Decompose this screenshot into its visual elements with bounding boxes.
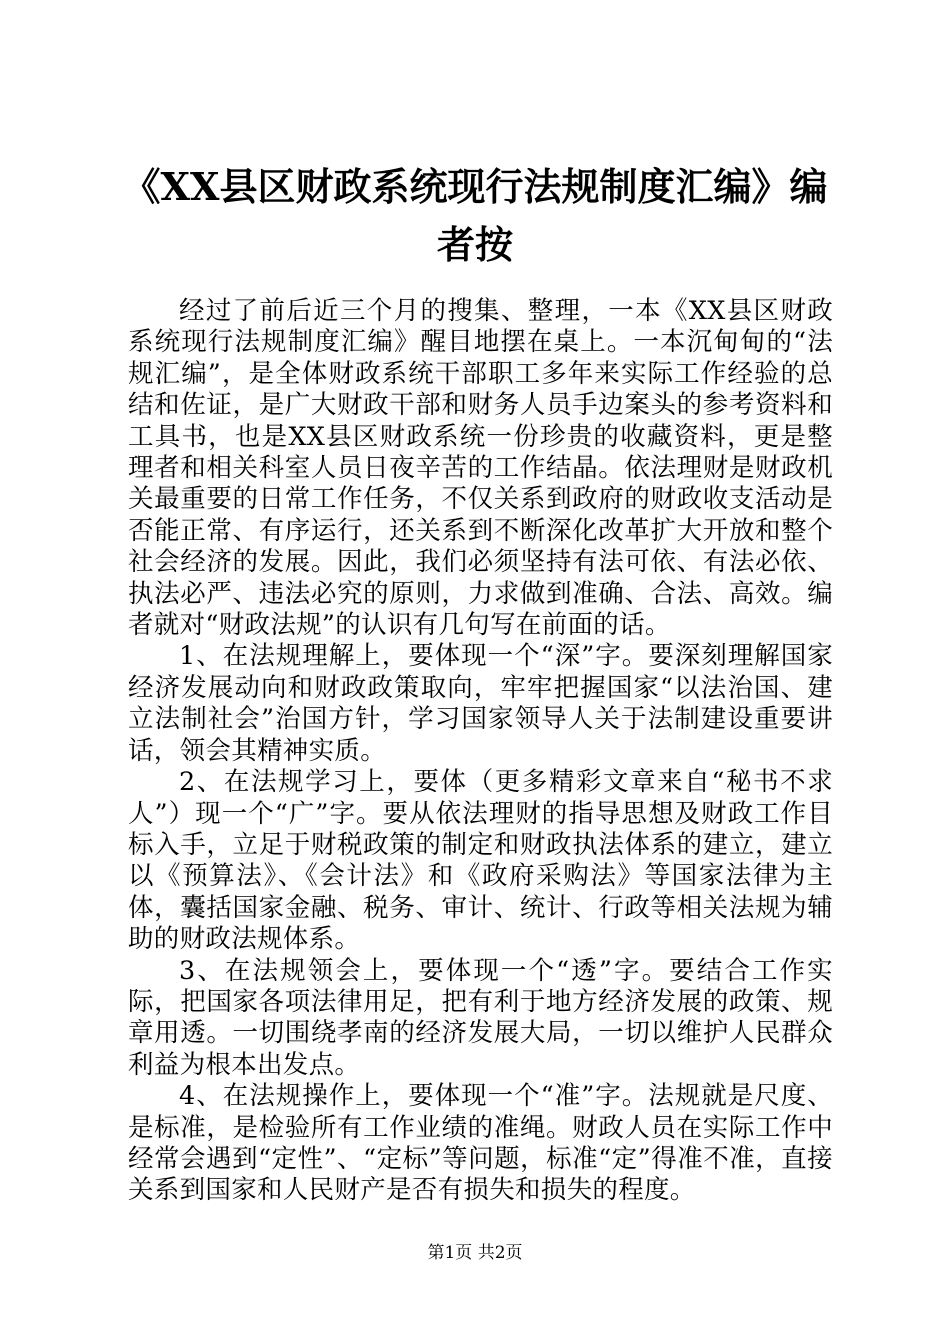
page-number-footer: 第1页 共2页 [427, 1243, 523, 1263]
point-3-paragraph: 3、在法规领会上，要体现一个“透”字。要结合工作实际，把国家各项法律用足，把有利于地方经济发展的政策、规章用透。一切围绕孝南的经济发展大局，一切以维护人民群众利益为根本出发点。 [128, 955, 833, 1080]
point-1-paragraph: 1、在法规理解上，要体现一个“深”字。要深刻理解国家经济发展动向和财政政策取向，牢牢把握国家“以法治国、建立法制社会”治国方针，学习国家领导人关于法制建设重要讲话，领会其精神实质。 [128, 641, 833, 766]
point-2-paragraph: 2、在法规学习上，要体（更多精彩文章来自“秘书不求人”）现一个“广”字。要从依法理财的指导思想及财政工作目标入手，立足于财税政策的制定和财政执法体系的建立，建立以《预算法》、《会计法》和《政府采购法》等国家法律为主体，囊括国家金融、税务、审计、统计、行政等相关法规为辅助的财政法规体系。 [128, 767, 833, 955]
point-4-paragraph: 4、在法规操作上，要体现一个“准”字。法规就是尺度、是标准，是检验所有工作业绩的准绳。财政人员在实际工作中经常会遇到“定性”、“定标”等问题，标准“定”得准不准，直接关系到国家和人民财产是否有损失和损失的程度。 [128, 1081, 833, 1206]
document-body [128, 296, 833, 1207]
intro-paragraph: 经过了前后近三个月的搜集、整理，一本《XX县区财政系统现行法规制度汇编》醒目地摆在桌上。一本沉甸甸的“法规汇编”，是全体财政系统干部职工多年来实际工作经验的总结和佐证，是广大财政干部和财务人员手边案头的参考资料和工具书，也是XX县区财政系统一份珍贵的收藏资料，更是整理者和相关科室人员日夜辛苦的工作结晶。依法理财是财政机关最重要的日常工作任务，不仅关系到政府的财政收支活动是否能正常、有序运行，还关系到不断深化改革扩大开放和整个社会经济的发展。因此，我们必须坚持有法可依、有法必依、执法必严、违法必究的原则，力求做到准确、合法、高效。编者就对“财政法规”的认识有几句写在前面的话。 [128, 296, 833, 641]
document-title: 《XX县区财政系统现行法规制度汇编》编者按 [122, 164, 828, 267]
